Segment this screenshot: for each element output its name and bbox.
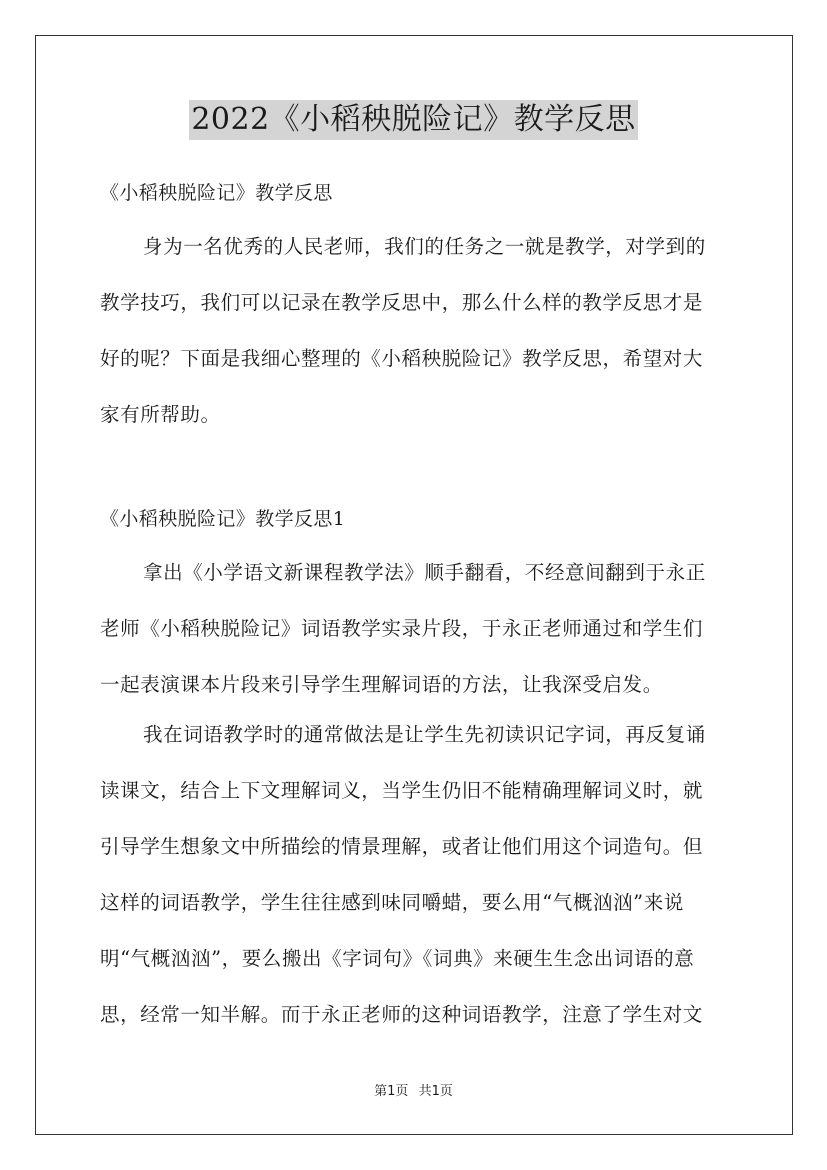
paragraph-line: 好的呢？下面是我细心整理的《小稻秧脱险记》教学反思，希望对大 xyxy=(100,347,704,370)
paragraph-line: 读课文，结合上下文理解词义，当学生仍旧不能精确理解词义时，就 xyxy=(100,779,704,802)
paragraph-2 xyxy=(100,707,725,1043)
paragraph-line: 我在词语教学时的通常做法是让学生先初读识记字词，再反复诵 xyxy=(143,723,706,746)
page-number: 第1页 xyxy=(374,1084,409,1099)
document-title: 2022《小稻秧脱险记》教学反思 xyxy=(189,100,637,140)
paragraph-line: 思，经常一知半解。而于永正老师的这种词语教学，注意了学生对文 xyxy=(100,1003,704,1026)
paragraph-line: 明“气概汹汹”，要么搬出《字词句》《词典》来硬生生念出词语的意 xyxy=(100,947,695,970)
section-heading: 《小稻秧脱险记》教学反思1 xyxy=(100,508,346,530)
paragraph-line: 拿出《小学语文新课程教学法》顺手翻看，不经意间翻到于永正 xyxy=(143,561,706,584)
document-subtitle: 《小稻秧脱险记》教学反思 xyxy=(100,182,333,204)
page-footer xyxy=(0,1083,827,1101)
paragraph-line: 老师《小稻秧脱险记》词语教学实录片段，于永正老师通过和学生们 xyxy=(100,617,704,640)
paragraph-line: 一起表演课本片段来引导学生理解词语的方法，让我深受启发。 xyxy=(100,673,663,696)
paragraph-line: 家有所帮助。 xyxy=(100,403,221,426)
paragraph-line: 教学技巧，我们可以记录在教学反思中，那么什么样的教学反思才是 xyxy=(100,291,704,314)
paragraph-line: 身为一名优秀的人民老师，我们的任务之一就是教学，对学到的 xyxy=(143,235,706,258)
intro-paragraph xyxy=(100,219,725,443)
page-total: 共1页 xyxy=(418,1084,453,1099)
paragraph-line: 这样的词语教学，学生往往感到味同嚼蜡，要么用“气概汹汹”来说 xyxy=(100,891,684,914)
title-container xyxy=(0,100,827,140)
paragraph-1 xyxy=(100,545,725,713)
paragraph-line: 引导学生想象文中所描绘的情景理解，或者让他们用这个词造句。但 xyxy=(100,835,704,858)
